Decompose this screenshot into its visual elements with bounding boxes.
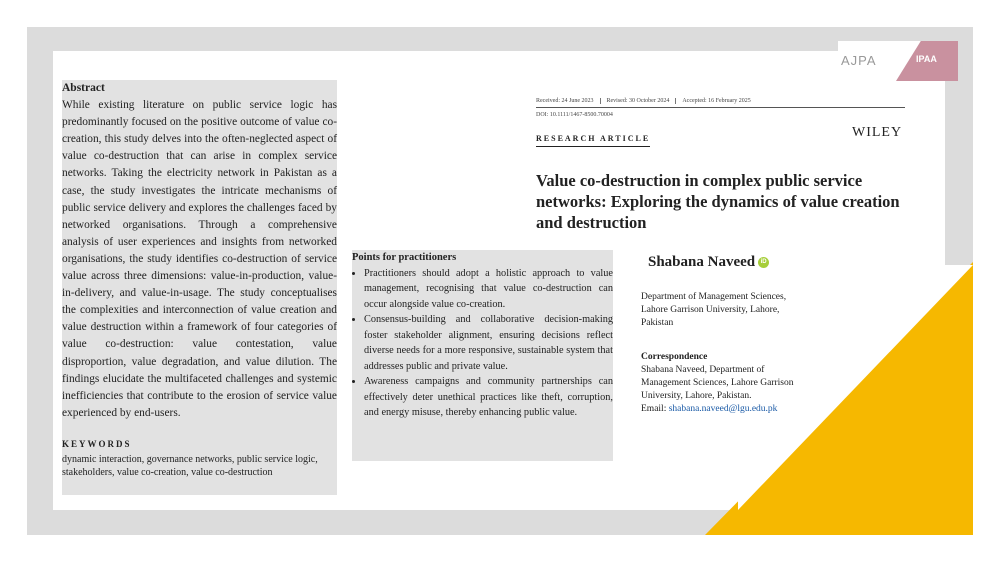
email-label: Email: — [641, 404, 667, 414]
journal-logo — [838, 41, 958, 81]
correspondence-heading: Correspondence — [641, 352, 708, 362]
affiliation — [641, 291, 786, 330]
abstract-text: While existing literature on public service logic has predominantly focused on the positive outcome of value co-creation, this study delves into the often-neglected aspect of value co-destruction that can arise in complex service networks. Taking the electricity network in Pakistan as a case, the study investigates the intricate mechanisms of public service delivery and explores the challenges faced by networked organisations. Through a comprehensive analysis of user experiences and insights from networked organisations, the study identifies co-destruction of service value across three dimensions: value-in-production, value-in-delivery, and value-in-usage. The study conceptualises the complexities and interconnection of value creation and value destruction within a framework of four categories of value co-destruction: value contestation, value disproportion, value degradation, and value dilution. The findings elucidate the multifaceted challenges and systemic inefficiencies that contribute to the erosion of service value experienced by end-users. — [62, 99, 337, 419]
keywords: dynamic interaction, governance networks, public service logic, stakeholders, value co-creation, value co-destruction — [62, 453, 318, 478]
point-item: • Awareness campaigns and community partnerships can effectively deter unethical practices like theft, corruption, and energy misuse, thereby enhancing public value. — [364, 374, 613, 421]
practitioner-points-box — [352, 250, 613, 461]
article-title: Value co-destruction in complex public service networks: Exploring the dynamics of value creation and destruction — [536, 171, 900, 232]
points-heading: Points for practitioners — [352, 252, 457, 263]
author — [648, 254, 769, 271]
abstract-box — [62, 80, 337, 495]
revised-date: Revised: 30 October 2024 — [600, 98, 676, 104]
point-item: • Consensus-building and collaborative decision-making foster stakeholder alignment, ensuring decisions reflect diverse needs for a more responsive, sustainable system that addresses public and private value. — [364, 312, 613, 374]
ajpa-logo: AJPA — [841, 53, 877, 68]
abstract-heading: Abstract — [62, 82, 105, 94]
orcid-icon[interactable]: iD — [758, 257, 769, 268]
correspondence-line: University, Lahore, Pakistan. — [641, 391, 752, 401]
article-dates — [536, 98, 905, 108]
affiliation-line: Department of Management Sciences, — [641, 292, 787, 302]
correspondence-line: Management Sciences, Lahore Garrison — [641, 378, 794, 388]
author-name: Shabana Naveed — [648, 254, 756, 270]
article-type: RESEARCH ARTICLE — [536, 134, 650, 147]
accepted-date: Accepted: 16 February 2025 — [675, 98, 756, 104]
ipaa-logo: IPAA — [916, 54, 937, 64]
affiliation-line: Lahore Garrison University, Lahore, — [641, 305, 780, 315]
email-link[interactable]: shabana.naveed@lgu.edu.pk — [668, 404, 778, 414]
point-item: • Practitioners should adopt a holistic approach to value management, recognising that value co-destruction can occur alongside value co-creation. — [364, 266, 613, 313]
doi: DOI: 10.1111/1467-8500.70004 — [536, 112, 613, 118]
publisher-logo: WILEY — [852, 125, 903, 140]
received-date: Received: 24 June 2023 — [536, 98, 594, 104]
keywords-heading: KEYWORDS — [62, 438, 132, 449]
correspondence — [641, 351, 793, 416]
affiliation-line: Pakistan — [641, 318, 674, 328]
correspondence-line: Shabana Naveed, Department of — [641, 365, 765, 375]
